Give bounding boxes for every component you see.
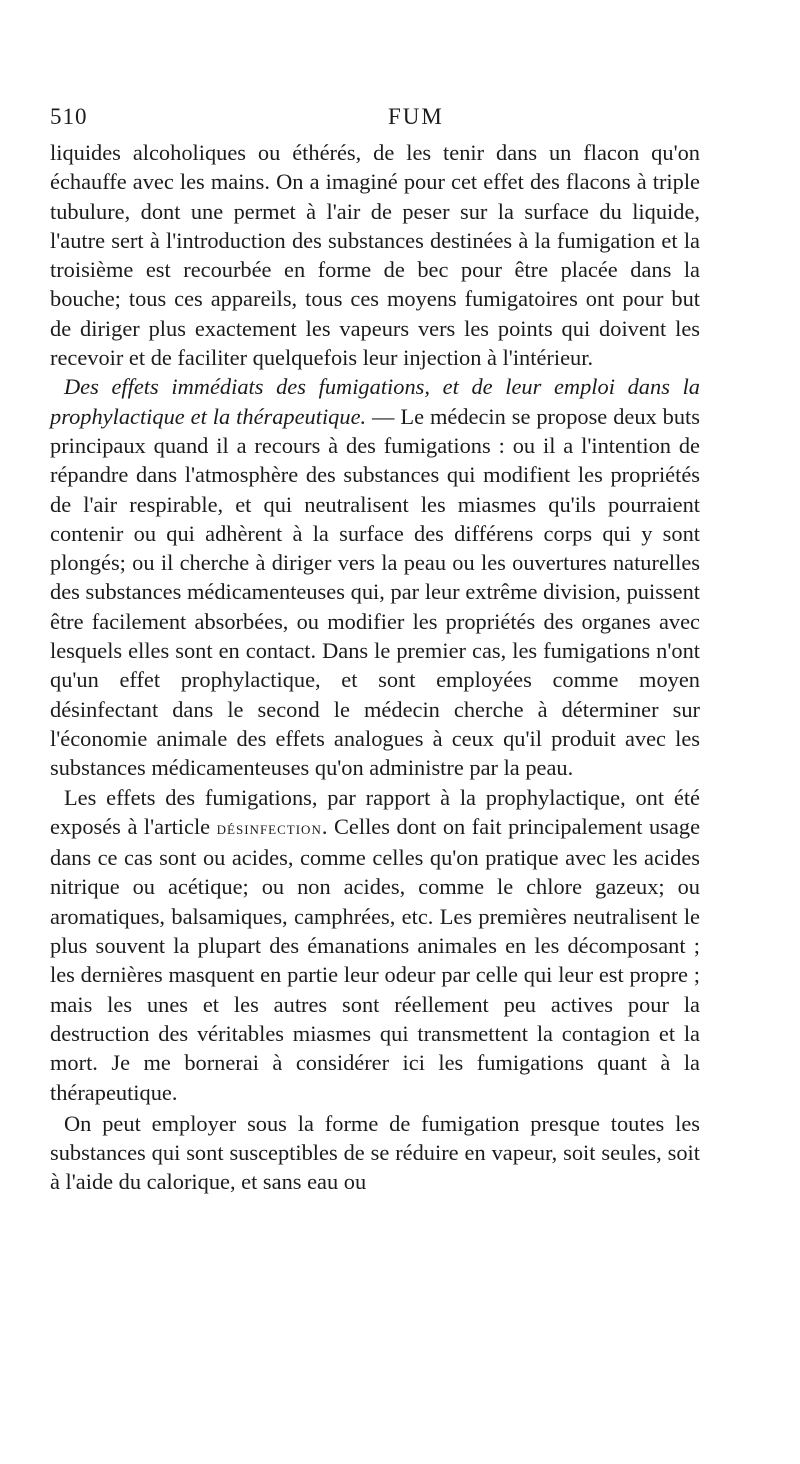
page-number: 510 xyxy=(50,104,88,129)
paragraph-3-text-start: Les effets des fumigations, par rapport à la prophylactique, ont été exposés à l'article xyxy=(50,784,700,839)
paragraph-3-text-end: . Celles dont on fait principalement usage dans ce cas sont ou acides, comme celles qu'on pratique avec les acides nitrique ou acétique; ou non acides, comme le chlore gazeux; ou aromatiques, balsamiques, camphrées, etc. Les premières neutralisent le plus souvent la plupart des émanations animales en les décomposant ; les dernières masquent en partie leur odeur par celle qui leur est propre ; mais les unes et les autres sont réellement peu actives pour la destruction des véritables miasmes qui transmettent la contagion et la mort. Je me bornerai à considérer ici les fumigations quant à la thérapeutique. xyxy=(50,813,701,1105)
paragraph-1: liquides alcoholiques ou éthérés, de les tenir dans un flacon qu'on échauffe avec les mains. On a imaginé pour cet effet des flacons à triple tubulure, dont une permet à l'air de peser sur la surface du liquide, l'autre sert à l'introduction des substances destinées à la fumigation et la troisième est recourbée en forme de bec pour être placée dans la bouche; tous ces appareils, tous ces moyens fumigatoires ont pour but de diriger plus exactement les vapeurs vers les points qui doivent les recevoir et de faciliter quelquefois leur injection à l'intérieur. xyxy=(50,140,700,371)
section-title: Des effets immédiats des fumigations, et de leur emploi dans la prophylactique et la thérapeutique. xyxy=(50,374,700,429)
cross-reference: désinfection xyxy=(216,817,322,838)
paragraph-2 xyxy=(50,372,700,782)
paragraph-3 xyxy=(50,783,700,1107)
page-header xyxy=(50,104,700,136)
paragraph-4: On peut employer sous la forme de fumigation presque toutes les substances qui sont susceptibles de se réduire en vapeur, soit seules, soit à l'aide du calorique, et sans eau ou xyxy=(50,1110,700,1195)
paragraph-2-text: — Le médecin se propose deux buts principaux quand il a recours à des fumigations : ou il a l'intention de répandre dans l'atmosphère des substances qui modifient les propriétés de l'air respirable, et qui neutralisent les miasmes qu'ils pourraient contenir ou qui adhèrent à la surface des différens corps qui y sont plongés; ou il cherche à diriger vers la peau ou les ouvertures naturelles des substances médicamenteuses qui, par leur extrême division, puissent être facilement absorbées, ou modifier les propriétés des organes avec lesquels elles sont en contact. Dans le premier cas, les fumigations n'ont qu'un effet prophylactique, et sont employées comme moyen désinfectant dans le second le médecin cherche à déterminer sur l'économie animale des effets analogues à ceux qu'il produit avec les substances médicamenteuses qu'on administre par la peau. xyxy=(50,403,700,781)
body-text xyxy=(50,138,700,1197)
running-head: FUM xyxy=(388,104,444,129)
